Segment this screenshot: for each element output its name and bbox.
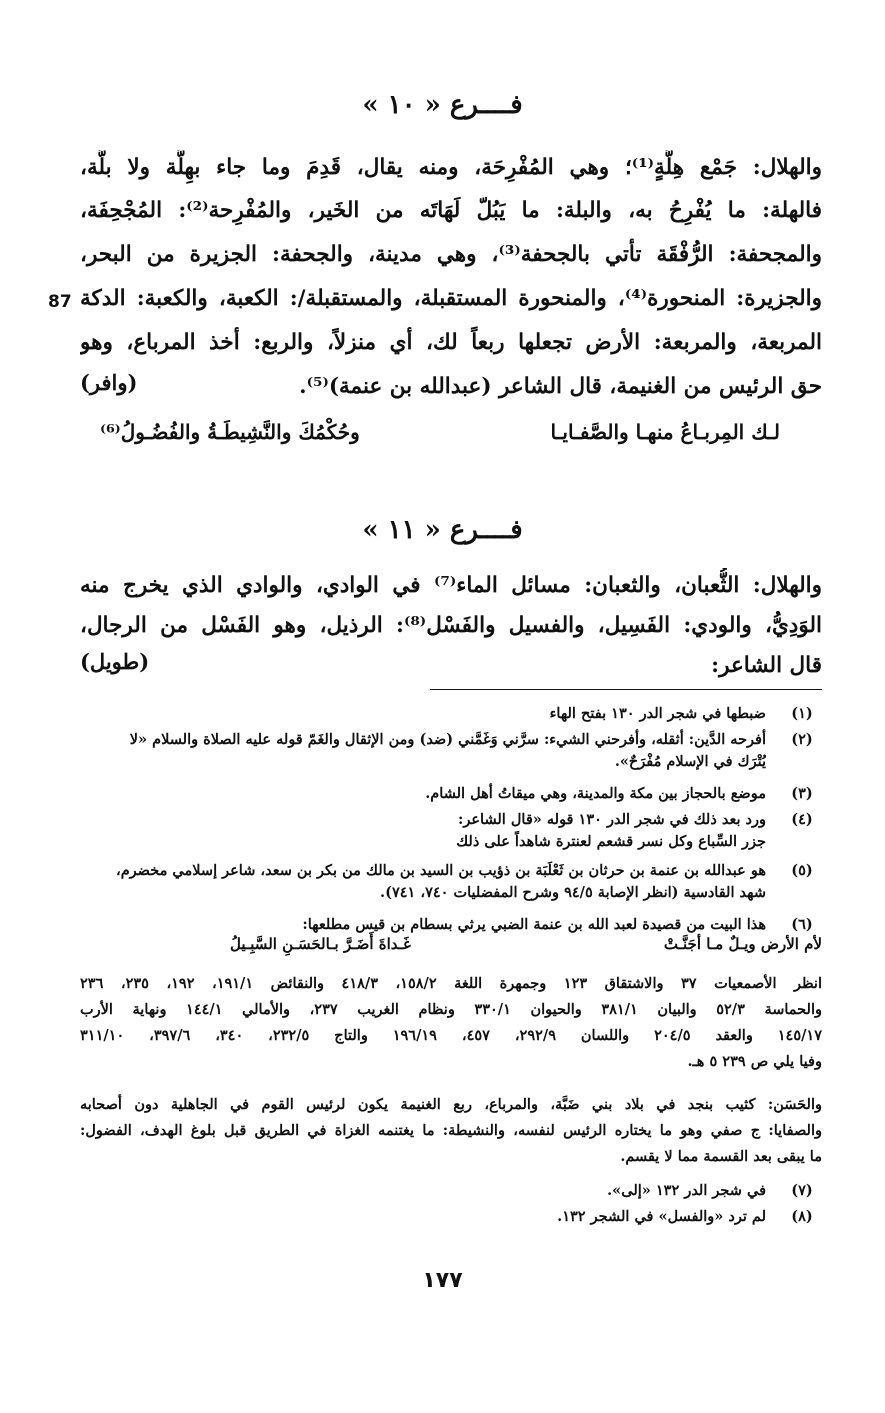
page-number: ١٧٧	[422, 1268, 463, 1293]
footnote-text: موضع بالحجاز بين مكة والمدينة، وهي ميقاتُ أهل الشام.	[425, 785, 766, 802]
gloss-line: ما يبقى بعد القسمة مما لا يقسم.	[620, 1148, 822, 1165]
gloss-line: والحَسَن: كثيب بنجد في بلاد بني ضَبَّة، والمرباع، ربع الغنيمة يكون لرئيس القوم في الجاهلية دون أصحابه	[80, 1096, 822, 1113]
footnote-number: (٨)	[791, 1208, 813, 1225]
footnote-text: ضبطها في شجر الدر ١٣٠ بفتح الهاء	[549, 705, 766, 722]
footnote-text: يُتْرَك في الإسلام مُفْرَحٌ».	[614, 753, 766, 770]
footnote-text: جزر السِّباع وكل نسر قشعم لعنترة شاهداً على ذلك	[456, 833, 766, 850]
reference-line: والحماسة ٥٢/٣ والبيان ٣٨١/١ والحيوان ٣٣٠/١ ونظام الغريب ٢٣٧، والأمالي ١٤٤/١ ونهاية الأرب	[80, 1001, 822, 1018]
footnote-text: ورد بعد ذلك في شجر الدر ١٣٠ قوله «قال الشاعر:	[458, 811, 766, 828]
body-line: حق الرئيس من الغنيمة، قال الشاعر (عبدالله بن عنمة)⁽⁵⁾.	[299, 374, 822, 399]
footnote-number: (١)	[791, 705, 813, 722]
gloss-line: والصفايا: ج صفي وهو ما يختاره الرئيس لنفسه، والنشيطة: ما يغتنمه الغزاة في الطريق قبل بلوغ الهدف، الفضول:	[80, 1122, 822, 1139]
body-line: الوَدِيُّ، والودي: الفَسِيل، والفسيل والفَسْل⁽⁸⁾: الرذيل، وهو الفَسْل من الرجال،	[80, 613, 822, 638]
footnote-number: (٤)	[791, 811, 813, 828]
footnote-text: هذا البيت من قصيدة لعبد الله بن عنمة الضبي يرثي بسطام بن قيس مطلعها:	[302, 916, 766, 933]
body-line: والجزيرة: المنحورة⁽⁴⁾، والمنحورة المستقبلة، والمستقبلة/: الكعبة، والكعبة: الدكة	[80, 286, 822, 311]
section-10-title: فــــرع « ١٠ »	[362, 90, 523, 120]
footnote-text: هو عبدالله بن عنمة بن حرثان بن ثَعْلَبَة بن ذؤيب بن السيد بن مالك من بكر بن سعد، شاعر إسلامي مخضرم،	[116, 862, 766, 879]
footnote-number: (٦)	[791, 916, 813, 933]
body-line: والهلال: جَمْع هِلَّةٍ⁽¹⁾؛ وهي المُفْرِحَة، ومنه يقال، قَدِمَ وما جاء بهِلَّة ولا بلَّة،	[80, 155, 822, 180]
footnote-number: (٥)	[791, 862, 813, 879]
footnote-text: لم ترد «والفسل» في الشجر ١٣٢.	[557, 1208, 766, 1225]
section-11-title: فــــرع « ١١ »	[362, 515, 523, 545]
reference-line: ١٤٥/١٧ والعقد ٢٠٤/٥ واللسان ٢٩٢/٩، ٤٥٧، ١٩٦/١٩ والتاج ٢٣٢/٥، ٣٤٠، ٣٩٧/٦، ٣١١/١٠	[80, 1027, 822, 1044]
footnote-number: (٢)	[791, 731, 813, 748]
verse-hemistich-second: وحُكْمُكَ والنَّشِيطَـةُ والفُضُـولُ⁽⁶⁾	[100, 420, 360, 444]
verse-hemistich-second: غَـداةَ أَضَـرَّ بـالحَسَـنِ السَّبِـيلُ	[230, 935, 411, 953]
footnote-text: في شجر الدر ١٣٢ «إلى».	[607, 1182, 766, 1199]
footnote-text: شهد القادسية (انظر الإصابة ٩٤/٥ وشرح المفضليات ٧٤٠، ٧٤١).	[380, 884, 766, 901]
reference-line: وفيا يلي ص ٢٣٩ ٥ هـ.	[687, 1053, 822, 1070]
footnote-number: (٣)	[791, 785, 813, 802]
body-line: والمجحفة: الرُّفْقَة تأتي بالجحفة⁽³⁾، وهي مدينة، والجحفة: الجزيرة من البحر،	[80, 242, 822, 267]
meter-label: (وافر)	[80, 370, 138, 395]
footnote-text: أفرحه الدَّين: أثقله، وأفرحني الشيء: سرَّني وَغَمَّني (ضد) ومن الإثقال والغَمّ قوله عليه الصلاة والسلام «لا	[129, 731, 766, 748]
reference-line: انظر الأصمعيات ٣٧ والاشتقاق ١٢٣ وجمهرة اللغة ١٥٨/٢، ٤١٨/٣ والنقائض ١٩١/١، ١٩٢، ٢٣٥، ٢٣٦	[80, 975, 822, 992]
margin-page-number: 87	[48, 292, 72, 312]
body-line: والهلال: الثُّعبان، والثعبان: مسائل الماء⁽⁷⁾ في الوادي، والوادي الذي يخرج منه	[80, 573, 822, 598]
verse-hemistich-first: لـك المِربـاعُ منهـا والصَّفـايـا	[550, 420, 780, 444]
body-line: المربعة، والمربعة: الأرض تجعلها ربعاً لك، أي منزلاً، والربع: أخذ المرباع، وهو	[80, 330, 822, 355]
footnote-number: (٧)	[791, 1182, 813, 1199]
body-line: فالهلة: ما يُفْرِحُ به، والبلة: ما يَبُلّ لَهَاتَه من الخَير، والمُفْرِحة⁽²⁾: المُجْحِفَة،	[80, 198, 822, 223]
verse-hemistich-first: لأم الأرض ويـلٌ مـا أجَنَّـتْ	[663, 935, 822, 953]
body-line: قال الشاعر:	[711, 653, 822, 678]
footnote-separator	[430, 689, 822, 690]
meter-label: (طويل)	[80, 649, 150, 674]
